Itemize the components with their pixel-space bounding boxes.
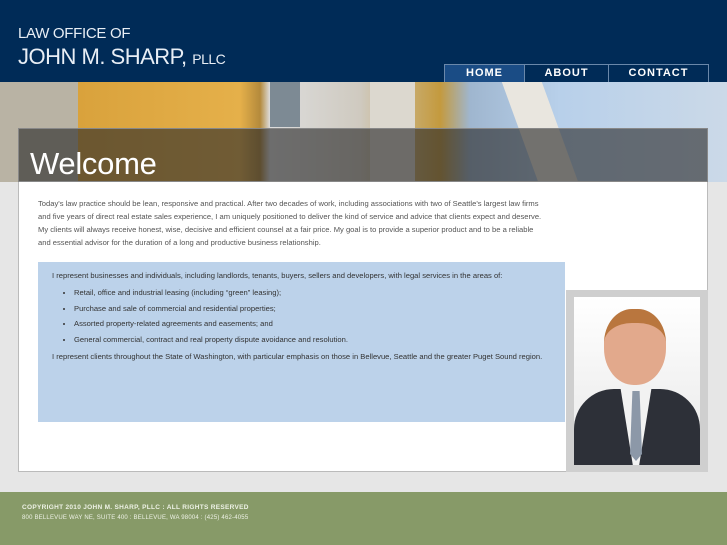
nav-contact[interactable]: CONTACT bbox=[628, 67, 689, 79]
page-title: Welcome bbox=[30, 146, 157, 181]
intro-paragraph: Today's law practice should be lean, responsive and practical. After two decades of work, including associations with two of Seattle's largest law firms and five years of direct real estate sales experience, I am uniquely positioned to deliver the kind of service and advice that clients expect and deserve. My clients will always receive honest, wise, decisive and efficient counsel at a fair price. My goal is to provide a superior product and to be a reliable and essential advisor for the duration of a long and productive business relationship. bbox=[38, 199, 542, 247]
logo-name-text: JOHN M. SHARP, bbox=[18, 44, 187, 69]
nav-home[interactable]: HOME bbox=[445, 65, 525, 82]
photo-head bbox=[604, 309, 666, 385]
service-item: • Purchase and sale of commercial and residential properties; bbox=[74, 303, 551, 315]
service-item: • General commercial, contract and real property dispute avoidance and resolution. bbox=[74, 334, 551, 346]
logo-name[interactable] bbox=[18, 44, 225, 70]
services-list bbox=[74, 287, 551, 346]
site-header bbox=[0, 0, 727, 82]
main-nav bbox=[444, 64, 709, 82]
service-item: • Assorted property-related agreements and easements; and bbox=[74, 318, 551, 330]
attorney-photo bbox=[574, 297, 700, 465]
nav-about[interactable]: ABOUT bbox=[525, 65, 609, 82]
services-box bbox=[38, 262, 565, 422]
logo-suffix: PLLC bbox=[192, 51, 226, 67]
services-closing: I represent clients throughout the State of Washington, with particular emphasis on those in Bellevue, Seattle and the greater Puget Sound region. bbox=[52, 351, 543, 361]
banner-window bbox=[270, 82, 300, 127]
service-item: • Retail, office and industrial leasing (including “green” leasing); bbox=[74, 287, 551, 299]
address: 800 BELLEVUE WAY NE, SUITE 400 : BELLEVUE, WA 98004 : (425) 462-4055 bbox=[22, 515, 249, 521]
services-lead: I represent businesses and individuals, including landlords, tenants, buyers, sellers and developers, with legal services in the areas of: bbox=[52, 271, 503, 280]
copyright: COPYRIGHT 2010 JOHN M. SHARP, PLLC : ALL RIGHTS RESERVED bbox=[22, 504, 249, 511]
site-footer bbox=[0, 492, 727, 545]
welcome-bar bbox=[18, 128, 708, 182]
attorney-photo-frame bbox=[566, 290, 708, 472]
logo-line1[interactable]: LAW OFFICE OF bbox=[18, 25, 131, 42]
